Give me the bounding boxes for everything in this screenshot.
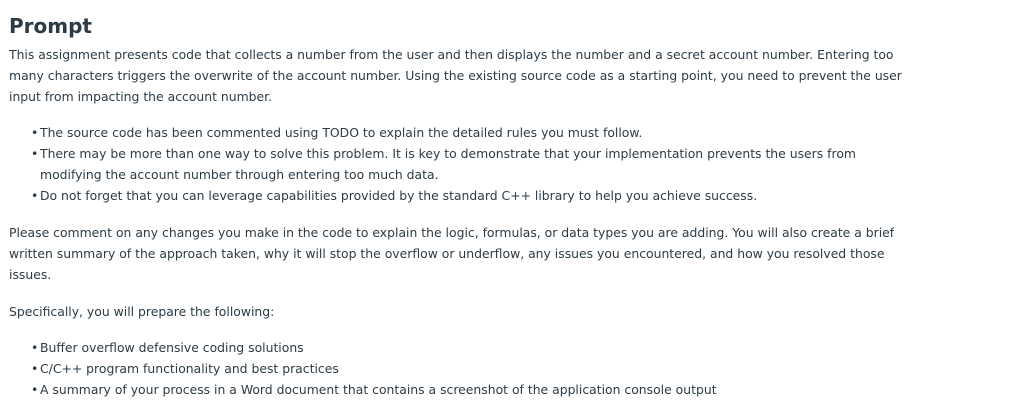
bullet-icon: • [31, 361, 39, 376]
rules-list [9, 122, 1024, 206]
bullet-icon: • [31, 382, 39, 397]
specifically-paragraph: Specifically, you will prepare the following: [9, 304, 275, 319]
bullet-icon: • [31, 146, 39, 161]
intro-paragraph: This assignment presents code that collects a number from the user and then displays the number and a secret account number. Entering too many characters triggers the overwrite of the account number. Using the existing source code as a starting point, you need to prevent the user input from impacting the account number. [9, 47, 902, 104]
list-item [31, 185, 920, 206]
list-item-text: Buffer overflow defensive coding solutions [40, 340, 304, 355]
list-item [31, 122, 920, 143]
list-item-text: Do not forget that you can leverage capabilities provided by the standard C++ library to help you achieve success. [40, 188, 758, 203]
list-item-text: A summary of your process in a Word document that contains a screenshot of the application console output [40, 382, 717, 397]
list-item-text: The source code has been commented using TODO to explain the detailed rules you must follow. [40, 125, 643, 140]
list-item [31, 379, 920, 400]
deliverables-list [9, 337, 1024, 400]
list-item-text: There may be more than one way to solve this problem. It is key to demonstrate that your implementation prevents the users from modifying the account number through entering too much data. [40, 146, 856, 182]
bullet-icon: • [31, 125, 39, 140]
page-title: Prompt [9, 14, 92, 38]
list-item [31, 143, 920, 185]
bullet-icon: • [31, 188, 39, 203]
list-item [31, 358, 920, 379]
bullet-icon: • [31, 340, 39, 355]
list-item [31, 337, 920, 358]
list-item-text: C/C++ program functionality and best practices [40, 361, 339, 376]
comment-paragraph: Please comment on any changes you make in the code to explain the logic, formulas, or data types you are adding. You will also create a brief written summary of the approach taken, why it will stop the overflow or underflow, any issues you encountered, and how you resolved those issues. [9, 225, 895, 282]
